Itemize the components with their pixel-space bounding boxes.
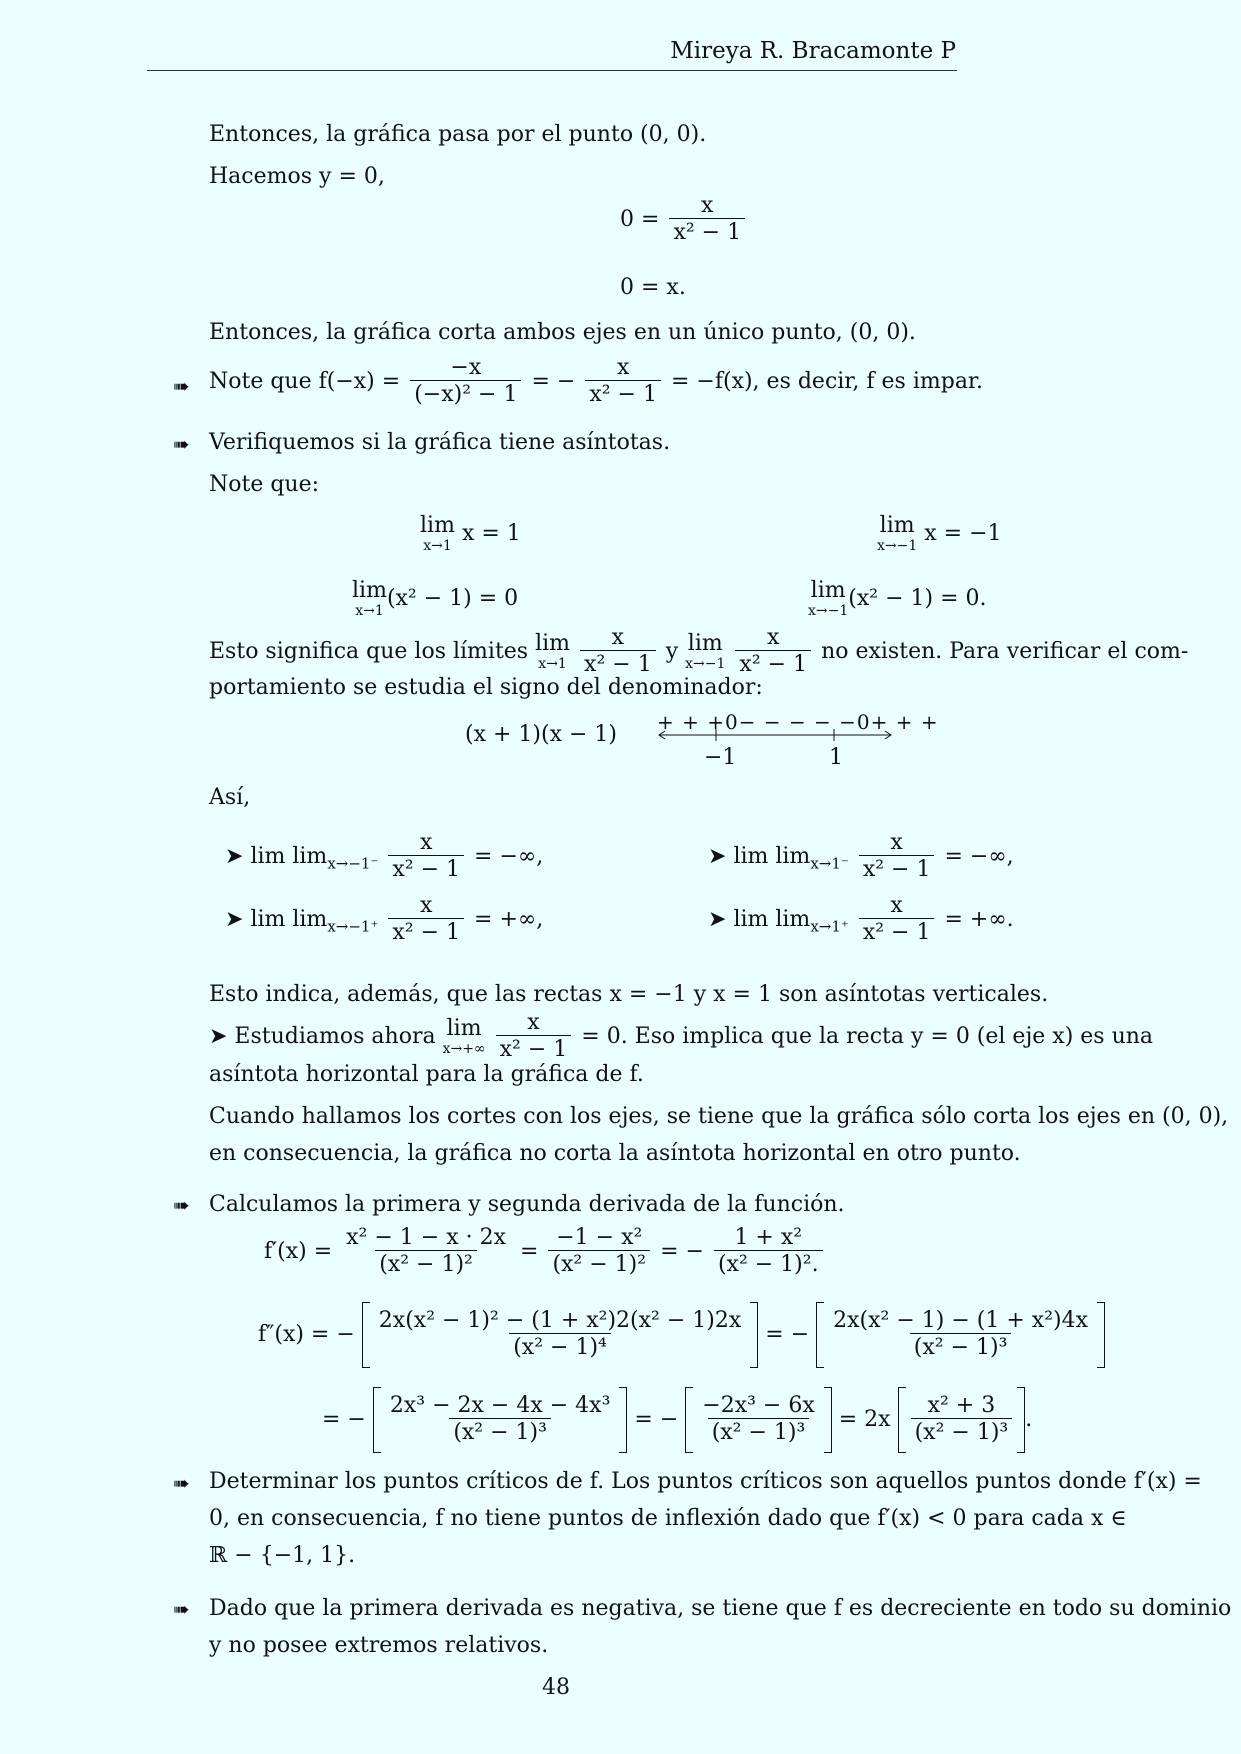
text-line: 0, en consecuencia, f no tiene puntos de inflexión dado que f′(x) < 0 para cada x ∈: [209, 1506, 1127, 1531]
text-line: Entonces, la gráfica pasa por el punto (0, 0).: [209, 122, 707, 147]
page-number: 48: [542, 1675, 570, 1700]
header-author: Mireya R. Bracamonte P: [670, 38, 956, 64]
bullet-arrow-icon: ➠: [173, 1471, 190, 1495]
limit-right-1: ➤ $\lim \lim_{x\to 1^+}$ $\frac{x}{\text{x² − 1}}$ = +∞.: [708, 893, 1014, 946]
header-rule: [147, 70, 957, 71]
tick-label-minus1: −1: [704, 745, 737, 770]
limit-left-1: ➤ $\lim \lim_{x\to 1^-}$ $\frac{x}{\text{x² − 1}}$ = −∞,: [708, 830, 1014, 883]
text-line: Dado que la primera derivada es negativa, se tiene que f es decreciente en todo su dominio: [209, 1596, 1232, 1621]
horizontal-asymptote-line: ➤ Estudiamos ahora lim x→+∞ $\frac{x}{\text{x² − 1}}$ = 0. Eso implica que la recta y = 0 (el eje x) es una: [209, 1010, 1154, 1063]
second-derivative-line1: f″(x) = − $\frac{\text{2x(x² − 1)² − (1 + x²)2(x² − 1)2x}}{\text{(x² − 1)⁴}}$ = − $\frac{\text{2x(x² − 1) − (1 + x²)4x}}{\text{(x² − 1)³}}$: [258, 1302, 1105, 1368]
text-line: Así,: [209, 785, 251, 810]
odd-function-line: Note que f(−x) = $\frac{-x}{\text{(−x)² − 1}}$ = − $\frac{x}{\text{x² − 1}}$ = −f(x), es decir, f es impar.: [209, 355, 984, 408]
text-line: Cuando hallamos los cortes con los ejes, se tiene que la gráfica sólo corta los ejes en (0, 0),: [209, 1104, 1229, 1129]
equation-zero-frac: 0 = $\frac{x}{\text{x² − 1}}$: [620, 193, 748, 247]
bullet-arrow-icon: ➠: [173, 1193, 190, 1217]
triangle-bullet-icon: ➤: [708, 843, 727, 869]
text-line: en consecuencia, la gráfica no corta la asíntota horizontal en otro punto.: [209, 1141, 1021, 1166]
text-line: Entonces, la gráfica corta ambos ejes en un único punto, (0, 0).: [209, 320, 916, 345]
bullet-arrow-icon: ➠: [173, 1597, 190, 1621]
triangle-bullet-icon: ➤: [225, 843, 244, 869]
text-line: Note que:: [209, 472, 320, 497]
sign-chart-values: + + +0− − − − −0+ + +: [657, 710, 939, 734]
text-line: Hacemos y = 0,: [209, 164, 385, 189]
second-derivative-line2: = − $\frac{\text{2x³ − 2x − 4x − 4x³}}{\text{(x² − 1)³}}$ = − $\frac{\text{−2x³ − 6x}}{\text{(x² − 1)³}}$ = 2x $\frac{\text{x² + 3}}{\text{(x² − 1)³}}$ .: [322, 1387, 1032, 1453]
text-line: y no posee extremos relativos.: [209, 1633, 549, 1658]
limit-right-minus1: ➤ $\lim \lim_{x\to-1^+}$ $\frac{x}{\text{x² − 1}}$ = +∞,: [225, 893, 544, 946]
text-line: Verifiquemos si la gráfica tiene asíntotas.: [209, 430, 671, 455]
equation-zero-x: 0 = x.: [620, 275, 686, 300]
limit-left-minus1: ➤ $\lim \lim_{x\to-1^-}$ $\frac{x}{\text{x² − 1}}$ = −∞,: [225, 830, 544, 883]
sign-number-line: [655, 727, 895, 743]
triangle-bullet-icon: ➤: [225, 906, 244, 932]
text-line: ℝ − {−1, 1}.: [209, 1543, 356, 1568]
text-line: portamiento se estudia el signo del denominador:: [209, 675, 763, 700]
sign-factor: (x + 1)(x − 1): [465, 722, 617, 747]
bullet-arrow-icon: ➠: [173, 374, 190, 398]
text-line: asíntota horizontal para la gráfica de f.: [209, 1062, 644, 1087]
limit-x-to-1: lim x→1 x = 1: [420, 513, 521, 554]
tick-label-1: 1: [829, 745, 843, 770]
text-line: Calculamos la primera y segunda derivada de la función.: [209, 1192, 845, 1217]
triangle-bullet-icon: ➤: [708, 906, 727, 932]
limit-denominator-minus1: lim x→−1 (x² − 1) = 0.: [808, 578, 987, 619]
limits-text-line: Esto significa que los límites lim x→1 $\frac{x}{\text{x² − 1}}$ y lim x→−1 $\frac{x}{\text{x² − 1}}$ no existen. Para verificar el com-: [209, 625, 1189, 678]
limit-x-to-minus1: lim x→−1 x = −1: [877, 513, 1002, 554]
text-line: Determinar los puntos críticos de f. Los puntos críticos son aquellos puntos donde f′(x) =: [209, 1469, 1202, 1494]
first-derivative: f′(x) = $\frac{\text{x² − 1 − x · 2x}}{\text{(x² − 1)²}}$ = $\frac{\text{−1 − x²}}{\text{(x² − 1)²}}$ = − $\frac{\text{1 + x²}}{\text{(x² − 1)².}}$: [264, 1225, 826, 1279]
limit-denominator-1: lim x→1 (x² − 1) = 0: [352, 578, 519, 619]
bullet-arrow-icon: ➠: [173, 432, 190, 456]
text-line: Esto indica, además, que las rectas x = −1 y x = 1 son asíntotas verticales.: [209, 982, 1049, 1007]
